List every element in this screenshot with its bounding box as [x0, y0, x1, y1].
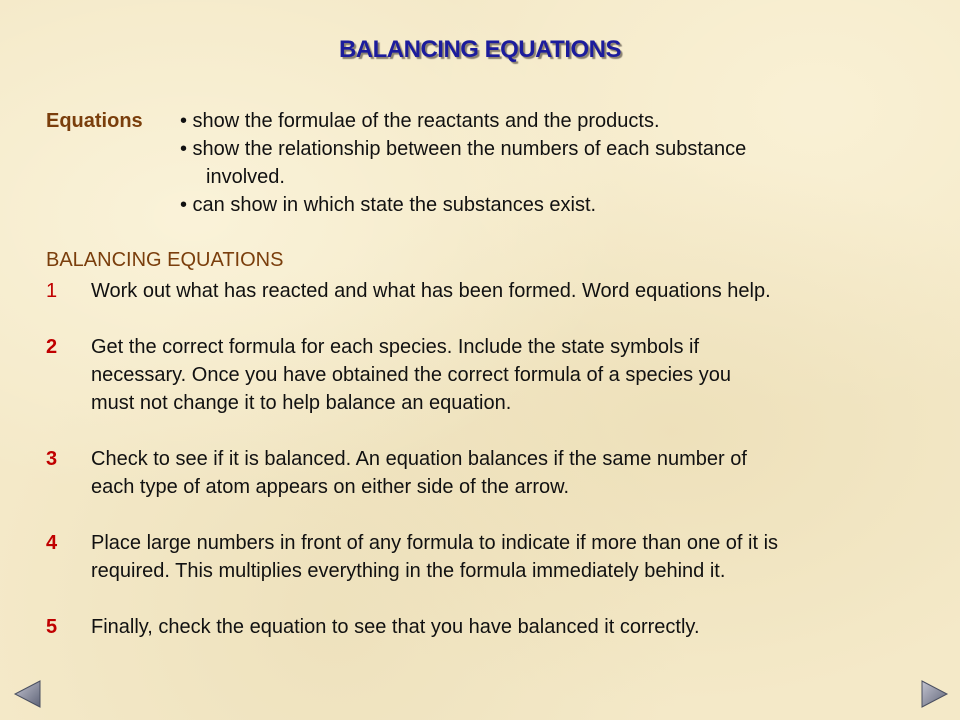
step-number: 1 — [46, 280, 58, 302]
step-number: 3 — [46, 448, 58, 470]
step-line: required. This multiplies everything in the formula immediately behind it. — [91, 560, 726, 582]
bullet-item-continuation: involved. — [206, 166, 285, 188]
equations-bullet-list — [180, 107, 900, 219]
step-line: Check to see if it is balanced. An equation balances if the same number of — [91, 448, 747, 470]
step-text — [91, 613, 926, 641]
step-line: Finally, check the equation to see that you have balanced it correctly. — [91, 616, 700, 638]
step-item — [46, 613, 926, 641]
step-text — [91, 333, 926, 417]
previous-slide-button[interactable] — [12, 678, 44, 710]
step-item — [46, 445, 926, 501]
section-heading: BALANCING EQUATIONS — [46, 249, 284, 271]
step-line: Place large numbers in front of any formula to indicate if more than one of it is — [91, 532, 779, 554]
step-item — [46, 333, 926, 417]
step-line: Work out what has reacted and what has been formed. Word equations help. — [91, 280, 771, 302]
bullet-item: • show the relationship between the numbers of each substance — [180, 138, 747, 160]
step-line: Get the correct formula for each species. Include the state symbols if — [91, 336, 700, 358]
bullet-item: • show the formulae of the reactants and the products. — [180, 110, 660, 132]
page-title: BALANCING EQUATIONS — [338, 36, 622, 63]
next-slide-button[interactable] — [918, 678, 950, 710]
step-text — [91, 529, 926, 585]
step-line: necessary. Once you have obtained the correct formula of a species you — [91, 364, 731, 386]
step-item — [46, 529, 926, 585]
step-number: 4 — [46, 532, 58, 554]
step-text — [91, 445, 926, 501]
bullet-item: • can show in which state the substances exist. — [180, 194, 597, 216]
equations-label: Equations — [46, 110, 143, 132]
step-number: 2 — [46, 336, 58, 358]
triangle-left-icon — [12, 678, 44, 710]
step-line: each type of atom appears on either side of the arrow. — [91, 476, 570, 498]
triangle-right-icon — [918, 678, 950, 710]
step-item — [46, 277, 926, 305]
step-text — [91, 277, 926, 305]
step-line: must not change it to help balance an equation. — [91, 392, 512, 414]
step-number: 5 — [46, 616, 58, 638]
